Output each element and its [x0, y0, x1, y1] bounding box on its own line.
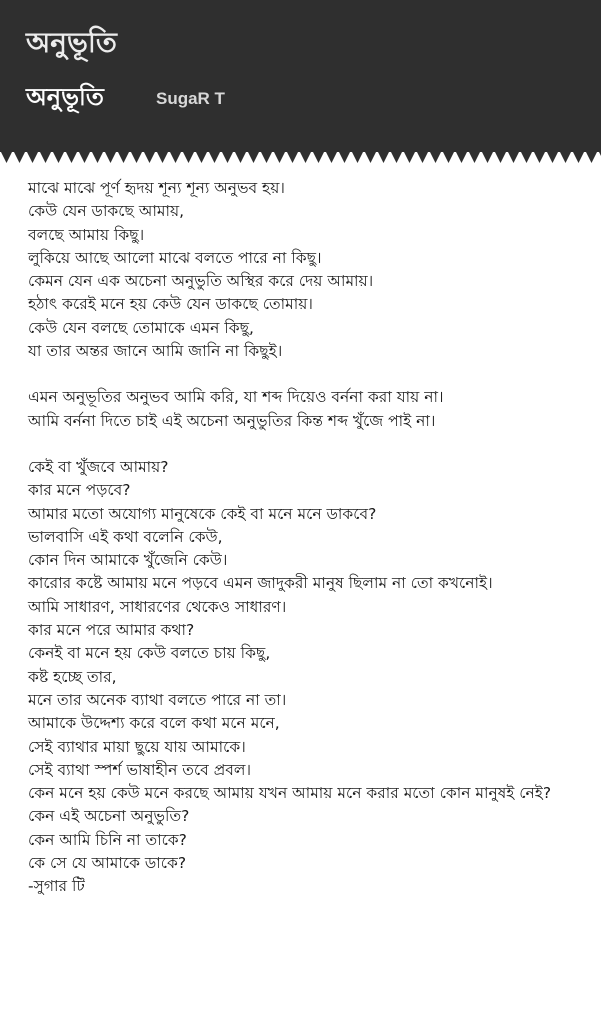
poem-line: কেউ যেন বলছে তোমাকে এমন কিছু, — [28, 318, 254, 337]
poem-line: কে সে যে আমাকে ডাকে? — [28, 854, 187, 873]
poem-line: আমি বর্ননা দিতে চাই এই অচেনা অনুভুতির কিন্ত শব্দ খুঁজে পাই না। — [28, 411, 436, 430]
author-name: SugaR T — [156, 89, 225, 108]
poem-line: আমার মতো অযোগ্য মানুষেকে কেই বা মনে মনে ডাকবে? — [28, 504, 377, 523]
poem-line: কেই বা খুঁজবে আমায়? — [28, 457, 169, 476]
poem-line: হঠাৎ করেই মনে হয় কেউ যেন ডাকছে তোমায়। — [28, 295, 313, 314]
poem-line: লুকিয়ে আছে আলো মাঝে বলতে পারে না কিছু। — [28, 248, 322, 267]
poem-stanza — [28, 386, 588, 433]
poem-line: বলছে আমায় কিছু। — [28, 225, 145, 244]
poem-line: কেন মনে হয় কেউ মনে করছে আমায় যখন আমায় মনে করার মতো কোন মানুষই নেই? — [28, 784, 552, 803]
poem-line: আমি সাধারণ, সাধারণের থেকেও সাধারণ। — [28, 597, 287, 616]
poem-line: কোন দিন আমাকে খুঁজেনি কেউ। — [28, 551, 228, 570]
app-header — [0, 0, 601, 152]
poem-line: মনে তার অনেক ব্যাথা বলতে পারে না তা। — [28, 690, 287, 709]
poem-line: ভালবাসি এই কথা বলেনি কেউ, — [28, 527, 223, 546]
poem-line: সেই ব্যাথার মায়া ছুয়ে যায় আমাকে। — [28, 737, 246, 756]
poem-line: এমন অনুভূতির অনুভব আমি করি, যা শব্দ দিয়েও বর্ননা করা যায় না। — [28, 388, 444, 407]
poem-line: -সুগার টি — [28, 877, 85, 896]
poem-line: আমাকে উদ্দেশ্য করে বলে কথা মনে মনে, — [28, 714, 280, 733]
poem-line: মাঝে মাঝে পূর্ণ হৃদয় শূন্য শূন্য অনুভব হয়। — [28, 179, 285, 197]
post-title: অনুভূতি — [26, 83, 104, 111]
poem-body — [28, 177, 588, 922]
poem-line: কেউ যেন ডাকছে আমায়, — [28, 202, 185, 221]
poem-line: কেন এই অচেনা অনুভুতি? — [28, 807, 190, 826]
poem-line: সেই ব্যাথা স্পর্শ ভাষাহীন তবে প্রবল। — [28, 760, 252, 779]
zigzag-divider — [0, 150, 601, 164]
poem-stanza — [28, 177, 588, 363]
poem-line: কেনই বা মনে হয় কেউ বলতে চায় কিছু, — [28, 644, 271, 663]
poem-line: কেন আমি চিনি না তাকে? — [28, 830, 187, 849]
poem-line: কার মনে পড়বে? — [28, 481, 131, 500]
poem-line: কার মনে পরে আমার কথা? — [28, 621, 195, 640]
app-title: অনুভূতি — [26, 26, 117, 59]
poem-stanza — [28, 456, 588, 899]
poem-line: কারোর কষ্টে আমায় মনে পড়বে এমন জাদুকরী মানুষ ছিলাম না তো কখনোই। — [28, 574, 493, 593]
poem-line: কষ্ট হচ্ছে তার, — [28, 667, 117, 686]
poem-line: কেমন যেন এক অচেনা অনুভুতি অস্থির করে দেয় আমায়। — [28, 272, 374, 291]
poem-line: যা তার অন্তর জানে আমি জানি না কিছুই। — [28, 342, 283, 361]
